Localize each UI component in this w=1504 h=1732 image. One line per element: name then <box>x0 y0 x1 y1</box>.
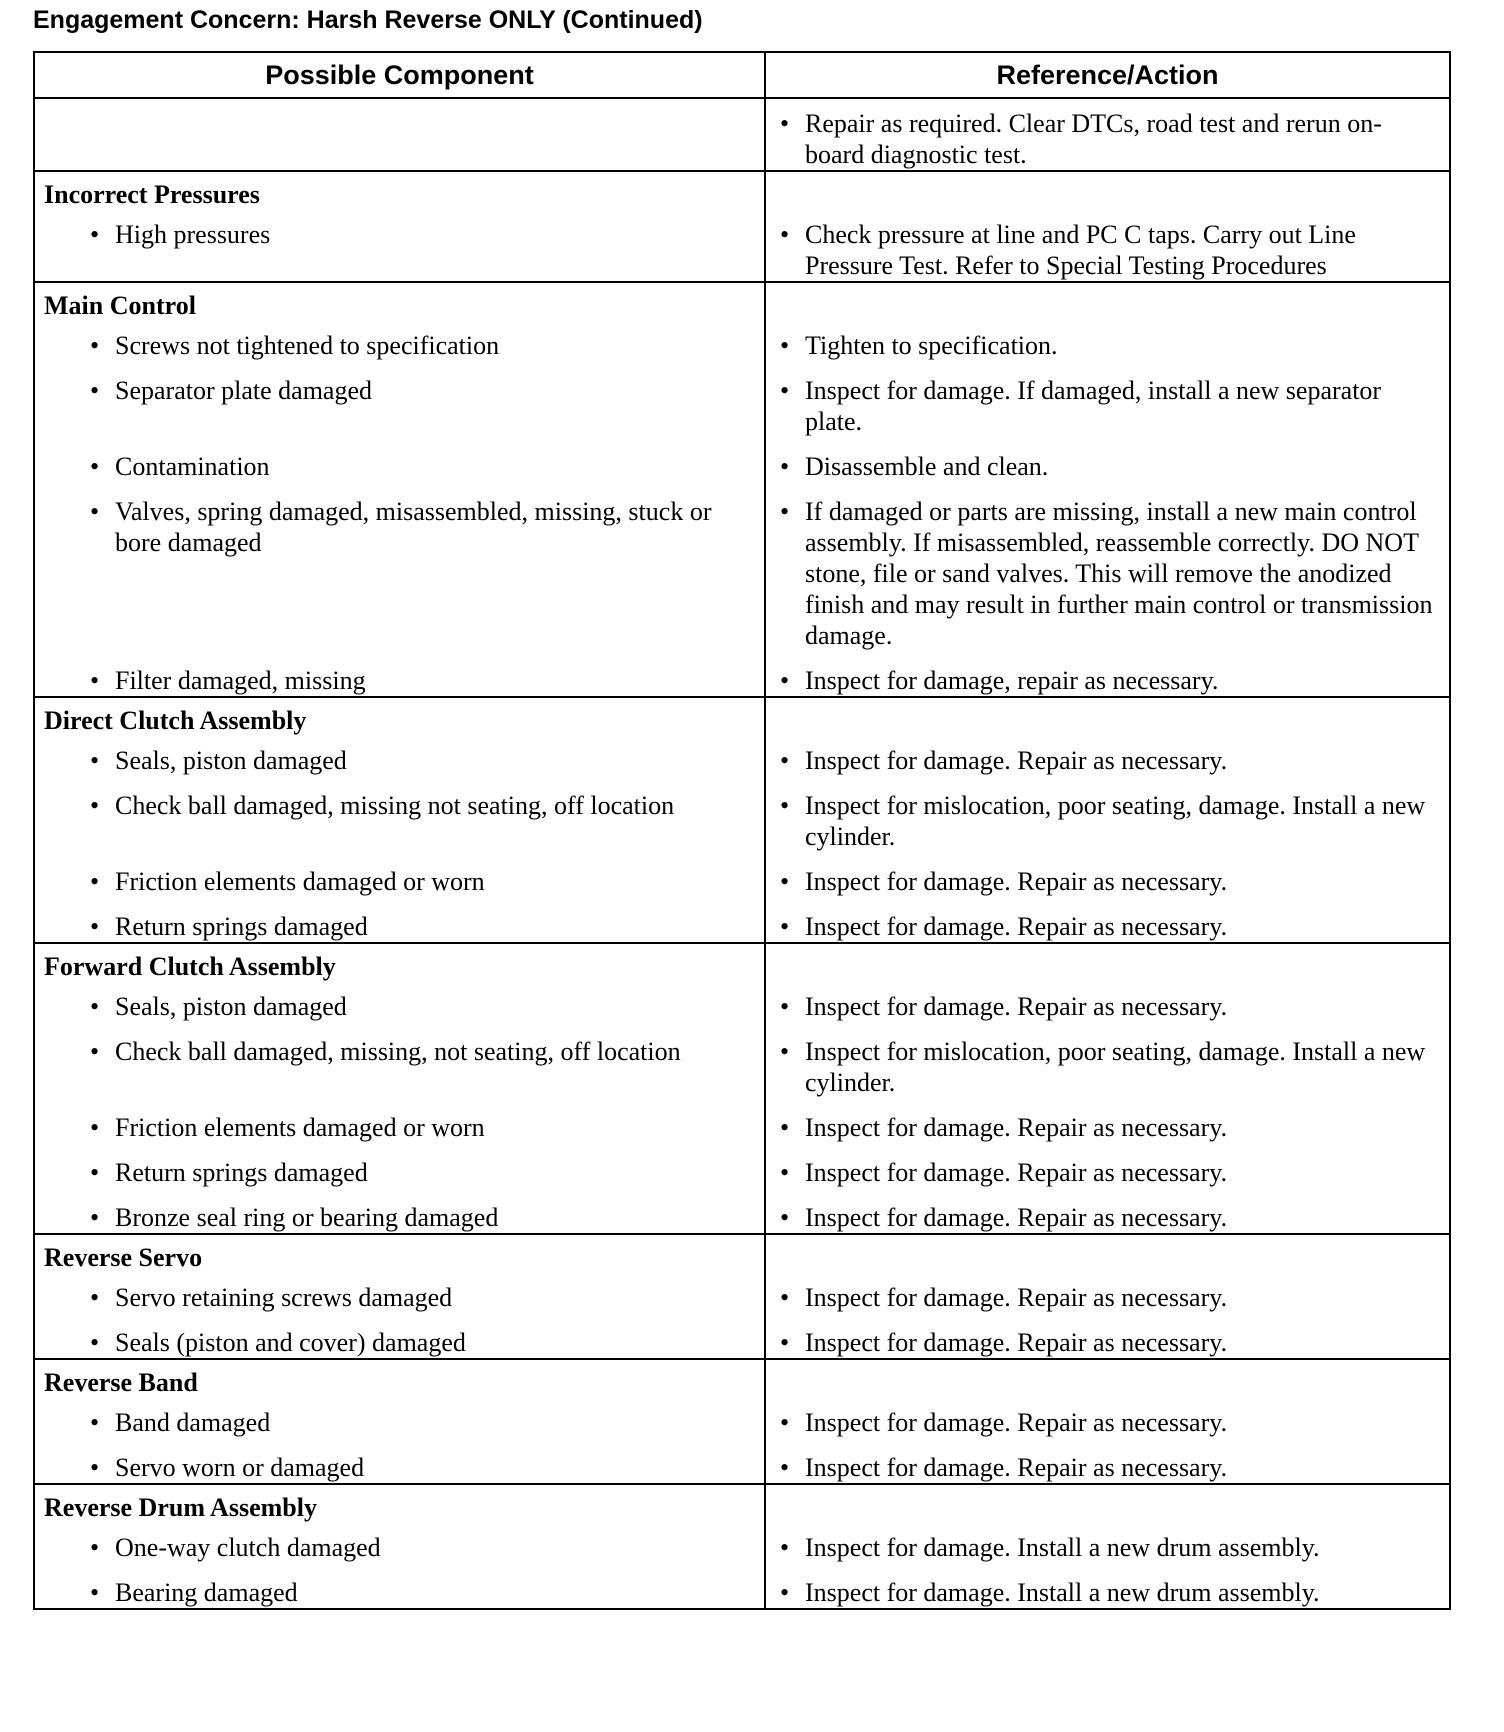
action-item <box>766 790 1449 852</box>
diagnosis-table <box>33 51 1451 1610</box>
header-reference-action: Reference/Action <box>765 52 1450 98</box>
component-text: Separator plate damaged <box>115 376 372 405</box>
bullet-icon: • <box>90 1533 100 1562</box>
component-item <box>35 665 764 696</box>
bullet-icon: • <box>90 791 100 820</box>
action-item <box>766 911 1449 942</box>
action-cell <box>765 943 1450 1234</box>
bullet-icon: • <box>780 1283 790 1312</box>
component-text: High pressures <box>115 220 271 249</box>
bullet-icon: • <box>780 1408 790 1437</box>
action-item <box>766 1577 1449 1608</box>
action-item <box>766 866 1449 897</box>
component-item <box>35 1282 764 1313</box>
action-text: Inspect for damage. Repair as necessary. <box>805 1113 1228 1142</box>
section-title: Incorrect Pressures <box>44 180 260 209</box>
component-item <box>35 330 764 361</box>
action-item <box>766 330 1449 361</box>
bullet-icon: • <box>90 992 100 1021</box>
action-cell <box>765 98 1450 171</box>
action-text: Inspect for damage. Repair as necessary. <box>805 1408 1228 1437</box>
component-item <box>35 1036 764 1098</box>
bullet-icon: • <box>780 220 790 249</box>
action-text: Inspect for damage. Repair as necessary. <box>805 746 1228 775</box>
bullet-icon: • <box>780 1533 790 1562</box>
bullet-icon: • <box>90 1158 100 1187</box>
component-item <box>35 1112 764 1143</box>
action-item <box>766 745 1449 776</box>
bullet-icon: • <box>780 1328 790 1357</box>
section-title: Main Control <box>44 291 196 320</box>
action-text: Inspect for mislocation, poor seating, damage. Install a new cylinder. <box>805 1037 1426 1097</box>
component-cell <box>34 1234 765 1359</box>
bullet-icon: • <box>90 1037 100 1066</box>
bullet-icon: • <box>780 1113 790 1142</box>
section-row <box>34 282 1450 697</box>
bullet-icon: • <box>780 791 790 820</box>
bullet-icon: • <box>90 1578 100 1607</box>
section-title-spacer <box>766 1485 1449 1523</box>
action-text: Inspect for damage, repair as necessary. <box>805 666 1219 695</box>
bullet-icon: • <box>780 912 790 941</box>
component-item <box>35 1407 764 1438</box>
action-cell <box>765 282 1450 697</box>
section-row <box>34 1359 1450 1484</box>
component-text: Return springs damaged <box>115 912 368 941</box>
component-cell <box>34 943 765 1234</box>
component-item <box>35 866 764 897</box>
action-item <box>766 1532 1449 1563</box>
action-cell <box>765 697 1450 943</box>
action-text: Inspect for damage. If damaged, install a new separator plate. <box>805 376 1382 436</box>
bullet-icon: • <box>90 497 100 526</box>
bullet-icon: • <box>780 497 790 526</box>
bullet-icon: • <box>90 1328 100 1357</box>
component-cell <box>34 1359 765 1484</box>
action-item <box>766 496 1449 651</box>
section-title: Reverse Drum Assembly <box>44 1493 317 1522</box>
bullet-icon: • <box>780 1578 790 1607</box>
bullet-icon: • <box>90 867 100 896</box>
bullet-icon: • <box>90 666 100 695</box>
action-text: If damaged or parts are missing, install a new main control assembly. If misassembled, reassemble correctly. DO NOT stone, file or sand valves. This will remove the anodized finish and may result in further main control or transmission damage. <box>805 497 1433 650</box>
bullet-icon: • <box>780 867 790 896</box>
bullet-icon: • <box>780 331 790 360</box>
action-cell <box>765 1484 1450 1609</box>
component-text: Band damaged <box>115 1408 271 1437</box>
action-item <box>766 1452 1449 1483</box>
component-item <box>35 451 764 482</box>
action-text: Inspect for damage. Install a new drum assembly. <box>805 1578 1320 1607</box>
component-text: Contamination <box>115 452 270 481</box>
component-item <box>35 219 764 281</box>
bullet-icon: • <box>90 1453 100 1482</box>
section-row <box>34 697 1450 943</box>
action-item <box>766 451 1449 482</box>
bullet-icon: • <box>90 1203 100 1232</box>
bullet-icon: • <box>90 452 100 481</box>
component-cell <box>34 171 765 282</box>
bullet-icon: • <box>780 452 790 481</box>
component-text: Friction elements damaged or worn <box>115 1113 485 1142</box>
page-title: Engagement Concern: Harsh Reverse ONLY (Continued) <box>33 6 703 34</box>
action-item <box>766 665 1449 696</box>
header-possible-component: Possible Component <box>34 52 765 98</box>
component-item <box>35 1157 764 1188</box>
component-text: Friction elements damaged or worn <box>115 867 485 896</box>
component-text: Servo retaining screws damaged <box>115 1283 453 1312</box>
section-title: Reverse Servo <box>44 1243 203 1272</box>
section-row <box>34 98 1450 171</box>
component-text: Check ball damaged, missing, not seating, off location <box>115 1037 681 1066</box>
section-title-spacer <box>766 1235 1449 1273</box>
action-item <box>766 1112 1449 1143</box>
header-row <box>34 52 1450 98</box>
action-item <box>766 1282 1449 1313</box>
action-cell <box>765 1359 1450 1484</box>
bullet-icon: • <box>780 1158 790 1187</box>
action-item <box>766 375 1449 437</box>
bullet-icon: • <box>90 912 100 941</box>
bullet-icon: • <box>90 1408 100 1437</box>
component-text: One-way clutch damaged <box>115 1533 381 1562</box>
bullet-icon: • <box>90 746 100 775</box>
bullet-icon: • <box>90 331 100 360</box>
component-item <box>35 790 764 852</box>
section-row <box>34 1484 1450 1609</box>
action-text: Check pressure at line and PC C taps. Carry out Line Pressure Test. Refer to Special Testing Procedures <box>805 220 1356 280</box>
component-text: Bronze seal ring or bearing damaged <box>115 1203 499 1232</box>
action-text: Inspect for damage. Repair as necessary. <box>805 1283 1228 1312</box>
action-text: Inspect for damage. Install a new drum assembly. <box>805 1533 1320 1562</box>
action-item <box>766 991 1449 1022</box>
component-cell <box>34 1484 765 1609</box>
component-item <box>35 1577 764 1608</box>
table-body <box>34 98 1450 1609</box>
bullet-icon: • <box>90 1113 100 1142</box>
component-cell <box>34 98 765 171</box>
component-cell <box>34 282 765 697</box>
section-title: Forward Clutch Assembly <box>44 952 336 981</box>
section-title-spacer <box>766 698 1449 736</box>
bullet-icon: • <box>780 109 790 138</box>
component-text: Check ball damaged, missing not seating, off location <box>115 791 675 820</box>
component-item <box>35 108 764 170</box>
action-text: Inspect for damage. Repair as necessary. <box>805 1328 1228 1357</box>
component-text: Bearing damaged <box>115 1578 298 1607</box>
action-item <box>766 108 1449 170</box>
bullet-icon: • <box>780 666 790 695</box>
bullet-icon: • <box>90 220 100 249</box>
component-item <box>35 375 764 437</box>
component-text: Return springs damaged <box>115 1158 368 1187</box>
section-row <box>34 943 1450 1234</box>
component-text: Filter damaged, missing <box>115 666 366 695</box>
bullet-icon: • <box>780 1037 790 1066</box>
section-title-spacer <box>766 283 1449 321</box>
action-text: Inspect for damage. Repair as necessary. <box>805 912 1228 941</box>
action-cell <box>765 171 1450 282</box>
component-item <box>35 991 764 1022</box>
action-text: Inspect for damage. Repair as necessary. <box>805 992 1228 1021</box>
component-item <box>35 745 764 776</box>
section-title: Reverse Band <box>44 1368 198 1397</box>
action-text: Inspect for mislocation, poor seating, damage. Install a new cylinder. <box>805 791 1426 851</box>
action-item <box>766 1407 1449 1438</box>
action-text: Disassemble and clean. <box>805 452 1049 481</box>
action-item <box>766 1157 1449 1188</box>
component-text: Seals, piston damaged <box>115 992 347 1021</box>
component-item <box>35 1452 764 1483</box>
action-text: Inspect for damage. Repair as necessary. <box>805 1453 1228 1482</box>
bullet-icon: • <box>780 376 790 405</box>
component-item <box>35 1327 764 1358</box>
component-text: Servo worn or damaged <box>115 1453 365 1482</box>
bullet-icon: • <box>780 746 790 775</box>
component-text: Seals, piston damaged <box>115 746 347 775</box>
action-item <box>766 1202 1449 1233</box>
action-item <box>766 1327 1449 1358</box>
component-item <box>35 496 764 651</box>
action-text: Inspect for damage. Repair as necessary. <box>805 1158 1228 1187</box>
bullet-icon: • <box>780 1453 790 1482</box>
component-cell <box>34 697 765 943</box>
action-text: Tighten to specification. <box>805 331 1058 360</box>
section-title-spacer <box>766 944 1449 982</box>
bullet-icon: • <box>90 376 100 405</box>
component-item <box>35 1532 764 1563</box>
section-title-spacer <box>766 1360 1449 1398</box>
section-row <box>34 1234 1450 1359</box>
action-item <box>766 219 1449 281</box>
action-text: Inspect for damage. Repair as necessary. <box>805 1203 1228 1232</box>
component-item <box>35 911 764 942</box>
action-text: Repair as required. Clear DTCs, road test and rerun on-board diagnostic test. <box>805 109 1382 169</box>
section-row <box>34 171 1450 282</box>
component-text: Seals (piston and cover) damaged <box>115 1328 466 1357</box>
section-title: Direct Clutch Assembly <box>44 706 307 735</box>
section-title-spacer <box>766 172 1449 210</box>
action-cell <box>765 1234 1450 1359</box>
bullet-icon: • <box>780 1203 790 1232</box>
bullet-icon: • <box>90 1283 100 1312</box>
component-text: Screws not tightened to specification <box>115 331 500 360</box>
component-text: Valves, spring damaged, misassembled, missing, stuck or bore damaged <box>115 497 712 557</box>
action-item <box>766 1036 1449 1098</box>
bullet-icon: • <box>780 992 790 1021</box>
component-item <box>35 1202 764 1233</box>
action-text: Inspect for damage. Repair as necessary. <box>805 867 1228 896</box>
